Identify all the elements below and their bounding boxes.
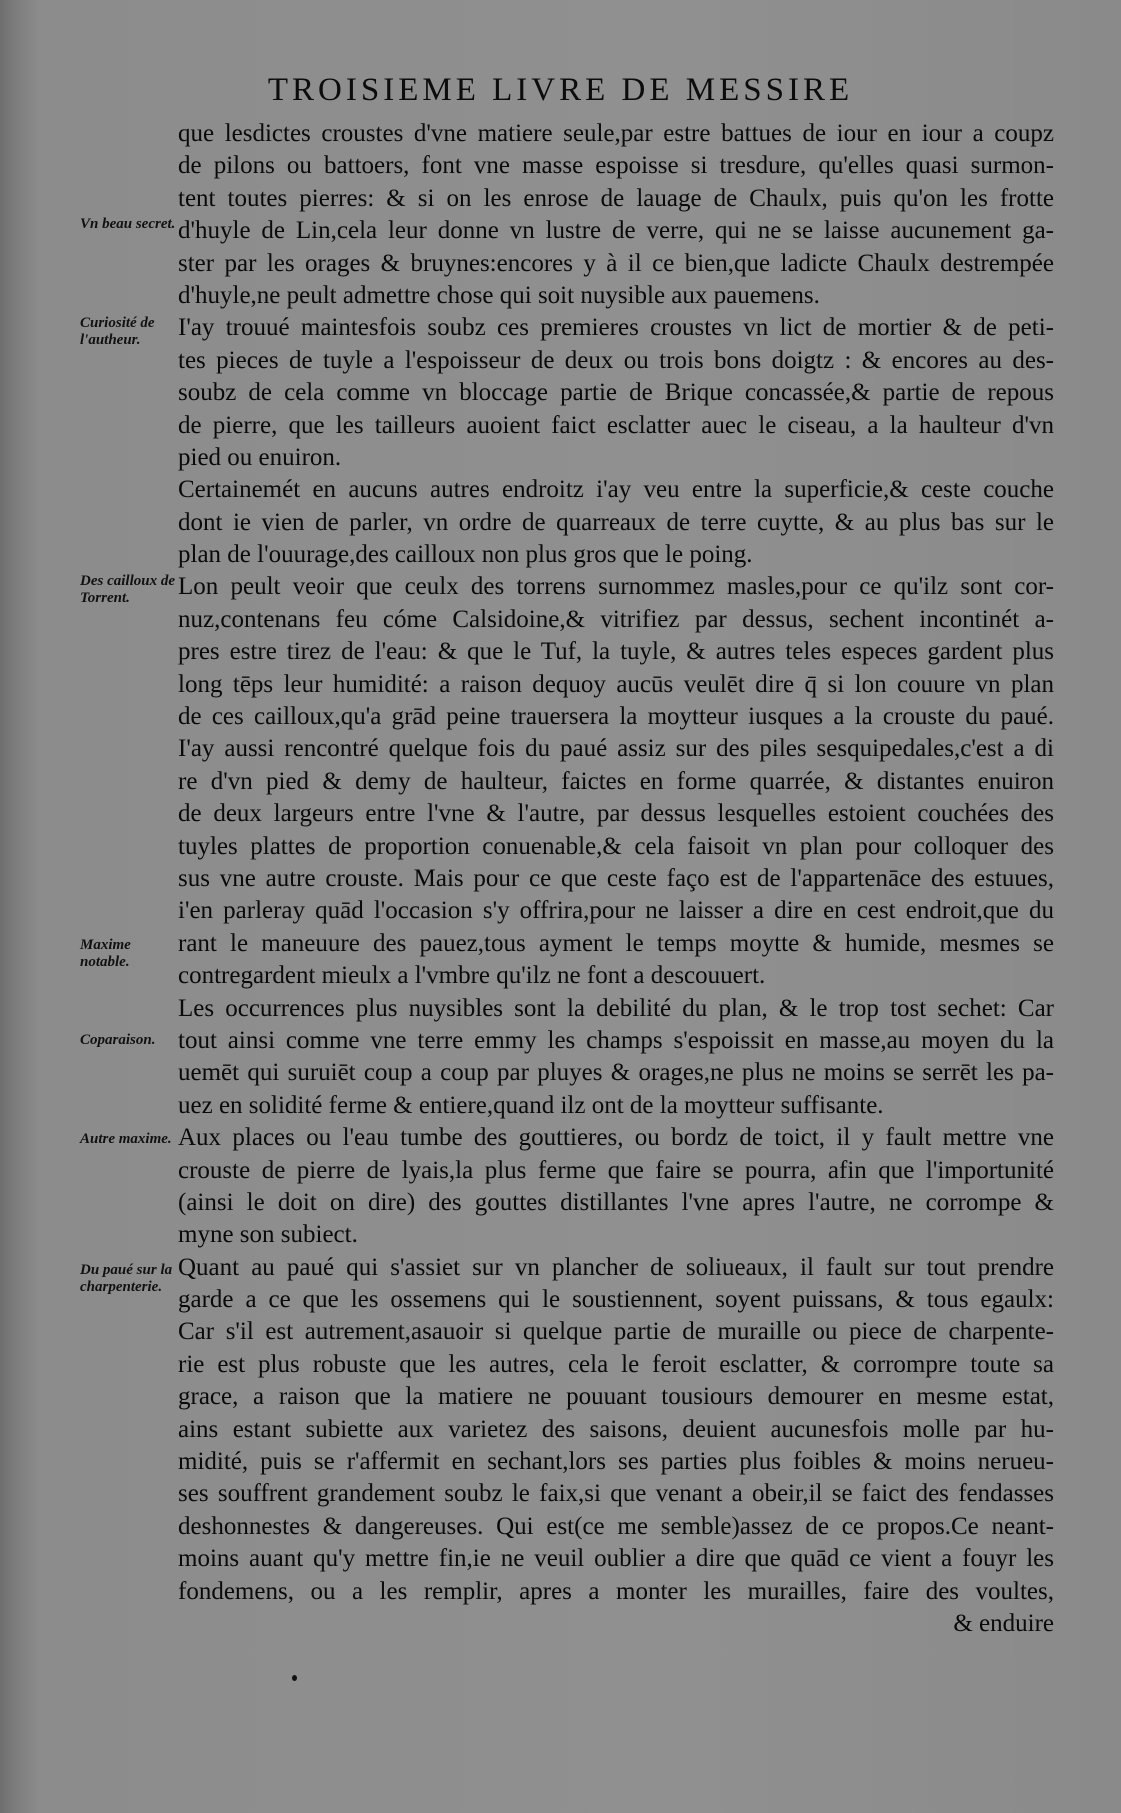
text-line: uemēt qui suruiēt coup a coup par pluyes & orages,ne plus ne moins se serrēt les pa- bbox=[178, 1059, 1054, 1087]
text-line: de pierre, que les tailleurs auoient faict esclatter auec le ciseau, a la haulteur d'vn bbox=[178, 411, 1054, 439]
catchword: & enduire bbox=[953, 1609, 1054, 1637]
text-line: Car s'il est autrement,asauoir si quelque partie de muraille ou piece de charpente- bbox=[178, 1318, 1054, 1346]
text-line: rant le maneuure des pauez,tous ayment le temps moytte & humide, mesmes se bbox=[178, 929, 1054, 957]
text-line: de deux largeurs entre l'vne & l'autre, par dessus lesquelles estoient couchées des bbox=[178, 800, 1054, 828]
main-text bbox=[178, 118, 1054, 1640]
text-line: de pilons ou battoers, font vne masse espoisse si tresdure, qu'elles quasi surmon- bbox=[178, 152, 1054, 180]
text-line: pres estre tirez de l'eau: & que le Tuf, la tuyle, & autres teles especes gardent plus bbox=[178, 638, 1054, 666]
text-line: grace, a raison que la matiere ne pouuant tousiours demourer en mesme estat, bbox=[178, 1383, 1054, 1411]
text-line: que lesdictes croustes d'vne matiere seule,par estre battues de iour en iour a coupz bbox=[178, 120, 1054, 147]
text-line: Les occurrences plus nuysibles sont la debilité du plan, & le trop tost sechet: Car bbox=[178, 994, 1054, 1022]
text-line: tes pieces de tuyle a l'espoisseur de deux ou trois bons doigtz : & encores au des- bbox=[178, 346, 1054, 374]
text-line: Quant au paué qui s'assiet sur vn plancher de soliueaux, il fault sur tout prendre bbox=[178, 1253, 1054, 1281]
text-line: ains estant subiette aux varietez des saisons, deuient aucunesfois molle par hu- bbox=[178, 1415, 1054, 1443]
text-line: I'ay trouué maintesfois soubz ces premieres croustes vn lict de mortier & de peti- bbox=[178, 314, 1054, 342]
text-line: soubz de cela comme vn bloccage partie de Brique concassée,& partie de repous bbox=[178, 379, 1054, 407]
margin-note-secret: Vn beau secret. bbox=[80, 216, 176, 232]
text-line: ster par les orages & bruynes:encores y à il ce bien,que ladicte Chaulx destrempée bbox=[178, 249, 1054, 277]
margin-note-comparaison: Coparaison. bbox=[80, 1032, 156, 1048]
text-line: myne son subiect. bbox=[178, 1221, 358, 1249]
text-line: tuyles plattes de proportion conuenable,& cela faisoit vn plan pour colloquer des bbox=[178, 832, 1054, 860]
text-line: garde a ce que les ossemens qui le soustiennent, soyent puissans, & tous egaulx: bbox=[178, 1286, 1054, 1314]
text-line: re d'vn pied & demy de haulteur, faictes en forme quarrée, & distantes enuiron bbox=[178, 767, 1054, 795]
text-line: fondemens, ou a les remplir, apres a monter les murailles, faire des voultes, bbox=[178, 1577, 1054, 1605]
text-line: Aux places ou l'eau tumbe des gouttieres, ou bordz de toict, il y fault mettre vne bbox=[178, 1124, 1054, 1152]
text-line: long tēps leur humidité: a raison dequoy aucūs veulēt dire q̄ si lon couure vn plan bbox=[178, 670, 1054, 698]
text-line: (ainsi le doit on dire) des gouttes distillantes l'vne apres l'autre, ne corrompe & bbox=[178, 1188, 1054, 1216]
text-line: de ces cailloux,qu'a grād peine trauersera la moytteur iusques a la crouste du paué. bbox=[178, 703, 1054, 731]
text-line: Certainemét en aucuns autres endroitz i'ay veu entre la superficie,& ceste couche bbox=[178, 476, 1054, 504]
text-line: deshonnestes & dangereuses. Qui est(ce me semble)assez de ce propos.Ce neant- bbox=[178, 1512, 1054, 1540]
text-line: midité, puis se r'affermit en sechant,lors ses parties plus foibles & moins nerueu- bbox=[178, 1448, 1054, 1476]
text-line: Lon peult veoir que ceulx des torrens surnommez masles,pour ce qu'ilz sont cor- bbox=[178, 573, 1054, 601]
text-line: crouste de pierre de lyais,la plus ferme que faire se pourra, afin que l'importunité bbox=[178, 1156, 1054, 1184]
text-line: uez en solidité ferme & entiere,quand ilz ont de la moytteur suffisante. bbox=[178, 1091, 884, 1119]
text-line: tent toutes pierres: & si on les enrose de lauage de Chaulx, puis qu'on les frotte bbox=[178, 184, 1054, 212]
text-line: d'huyle de Lin,cela leur donne vn lustre de verre, qui ne se laisse aucunement ga- bbox=[178, 217, 1054, 245]
text-line: sus vne autre crouste. Mais pour ce que ceste faço est de l'appartenāce des estuues, bbox=[178, 864, 1054, 892]
text-line: pied ou enuiron. bbox=[178, 443, 342, 471]
ink-speck bbox=[292, 1675, 297, 1681]
text-line: tout ainsi comme vne terre emmy les champs s'espoissit en masse,au moyen du la bbox=[178, 1026, 1054, 1054]
text-line: I'ay aussi rencontré quelque fois du paué assiz sur des piles sesquipedales,c'est a di bbox=[178, 735, 1054, 763]
margin-note-charpenterie: Du paué sur la charpenterie. bbox=[80, 1262, 173, 1295]
text-line: plan de l'ouurage,des cailloux non plus gros que le poing. bbox=[178, 541, 753, 569]
text-line: moins auant qu'y mettre fin,ie ne veuil oublier a dire que quād ce vient a fouyr les bbox=[178, 1545, 1054, 1573]
margin-note-cailloux: Des cailloux de Torrent. bbox=[80, 573, 175, 606]
running-title: TROISIEME LIVRE DE MESSIRE bbox=[267, 72, 854, 108]
text-line: ses souffrent grandement soubz le faix,si que venant a obeir,il se faict des fendasses bbox=[178, 1480, 1054, 1508]
text-line: nuz,contenans feu cóme Calsidoine,& vitrifiez par dessus, sechent incontinét a- bbox=[178, 605, 1054, 633]
text-line: rie est plus robuste que les autres, cela le feroit esclatter, & corrompre toute sa bbox=[178, 1350, 1054, 1378]
margin-note-curiosite: Curiosité de l'autheur. bbox=[80, 315, 155, 348]
text-line: d'huyle,ne peult admettre chose qui soit nuysible aux pauemens. bbox=[178, 281, 820, 309]
text-line: contregardent mieulx a l'vmbre qu'ilz ne font a descouuert. bbox=[178, 962, 766, 990]
text-line: dont ie vien de parler, vn ordre de quarreaux de terre cuytte, & au plus bas sur le bbox=[178, 508, 1054, 536]
margin-note-maxime: Maxime notable. bbox=[80, 937, 131, 970]
text-line: i'en parleray quād l'occasion s'y offrira,pour ne laisser a dire en cest endroit,que du bbox=[178, 897, 1054, 925]
margin-note-autre-maxime: Autre maxime. bbox=[80, 1131, 172, 1147]
